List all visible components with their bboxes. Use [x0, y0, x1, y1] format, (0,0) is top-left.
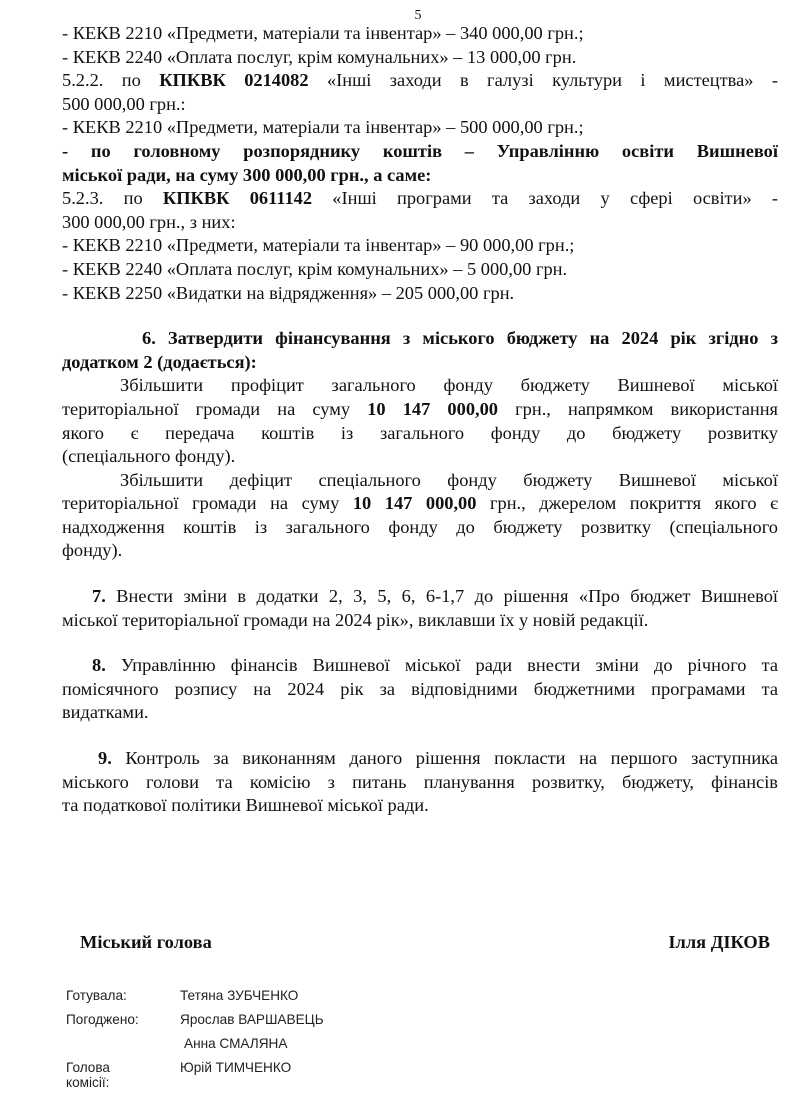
- approval-name: Тетяна ЗУБЧЕНКО: [180, 988, 299, 1003]
- program-line: 5.2.3. по КПКВК 0611142 «Інші програми та заходи у сфері освіти» -: [62, 188, 778, 209]
- paragraph-line: та податкової політики Вишневої міської ради.: [62, 795, 429, 816]
- budget-line: - КЕКВ 2210 «Предмети, матеріали та інвентар» – 90 000,00 грн.;: [62, 235, 575, 256]
- paragraph-line: якого є передача коштів із загального фонду до бюджету розвитку: [62, 422, 778, 443]
- paragraph-line: міської територіальної громади на 2024 рік», виклавши їх у новій редакції.: [62, 609, 649, 630]
- section-number: 8.: [92, 655, 106, 676]
- section-7: [62, 585, 778, 632]
- document-body: [62, 22, 778, 818]
- section-6-title: 6. Затвердити фінансування з міського бюджету на 2024 рік згідно з: [142, 328, 778, 349]
- amount: 10 147 000,00: [367, 398, 499, 419]
- paragraph-line: 7. Внести зміни в додатки 2, 3, 5, 6, 6-1,7 до рішення «Про бюджет Вишневої: [92, 586, 778, 607]
- paragraph-line: видатками.: [62, 702, 149, 723]
- amount: 10 147 000,00: [352, 493, 477, 514]
- program-line: 5.2.2. по КПКВК 0214082 «Інші заходи в галузі культури і мистецтва» -: [62, 70, 778, 91]
- paragraph-line: Збільшити дефіцит спеціального фонду бюджету Вишневої міської: [120, 469, 778, 490]
- approval-name: Юрій ТИМЧЕНКО: [180, 1060, 292, 1075]
- manager-heading: - по головному розпоряднику коштів – Управлінню освіти Вишневої: [62, 140, 778, 161]
- paragraph-line: Збільшити профіцит загального фонду бюджету Вишневої міської: [120, 375, 778, 396]
- budget-line: 500 000,00 грн.:: [62, 93, 186, 114]
- budget-line: - КЕКВ 2210 «Предмети, матеріали та інвентар» – 500 000,00 грн.;: [62, 117, 584, 138]
- paragraph-line: (спеціального фонду).: [62, 446, 236, 467]
- manager-heading: міської ради, на суму 300 000,00 грн., а саме:: [62, 164, 432, 185]
- section-5-continuation: [62, 22, 778, 305]
- budget-line: - КЕКВ 2210 «Предмети, матеріали та інвентар» – 340 000,00 грн.;: [62, 23, 584, 43]
- approval-label: Голова комісії:: [66, 1060, 110, 1090]
- paragraph-line: фонду).: [62, 540, 123, 561]
- paragraph-line: міського голови та комісію з питань планування розвитку, бюджету, фінансів: [62, 771, 778, 792]
- signatory-name: Ілля ДІКОВ: [668, 932, 770, 952]
- budget-line: 300 000,00 грн., з них:: [62, 211, 236, 232]
- section-6: [62, 327, 778, 563]
- approval-name: Анна СМАЛЯНА: [184, 1036, 288, 1051]
- paragraph-line: помісячного розпису на 2024 рік за відповідними бюджетними програмами та: [62, 678, 778, 699]
- paragraph-line: 9. Контроль за виконанням даного рішення покласти на першого заступника: [98, 748, 778, 769]
- paragraph-line: 8. Управлінню фінансів Вишневої міської ради внести зміни до річного та: [92, 655, 778, 676]
- budget-line: - КЕКВ 2250 «Видатки на відрядження» – 205 000,00 грн.: [62, 282, 515, 303]
- budget-line: - КЕКВ 2240 «Оплата послуг, крім комунальних» – 5 000,00 грн.: [62, 258, 568, 279]
- approval-label: Готувала:: [66, 988, 127, 1003]
- program-code: КПКВК 0611142: [162, 188, 313, 209]
- signatory-role: Міський голова: [80, 932, 212, 952]
- section-6-title: додатком 2 (додається):: [62, 351, 257, 372]
- approval-name: Ярослав ВАРШАВЕЦЬ: [180, 1012, 324, 1027]
- page-number: 5: [414, 8, 422, 23]
- budget-line: - КЕКВ 2240 «Оплата послуг, крім комунальних» – 13 000,00 грн.: [62, 46, 577, 67]
- paragraph-line: територіальної громади на суму 10 147 000,00 грн., джерелом покриття якого є: [62, 493, 778, 514]
- section-8: [62, 654, 778, 725]
- approval-label: Погоджено:: [66, 1012, 139, 1027]
- section-9: [62, 747, 778, 818]
- program-code: КПКВК 0214082: [159, 70, 309, 91]
- paragraph-line: територіальної громади на суму 10 147 000,00 грн., напрямком використання: [62, 398, 779, 419]
- section-number: 7.: [92, 586, 106, 607]
- paragraph-line: надходження коштів із загального фонду до бюджету розвитку (спеціального: [62, 516, 778, 537]
- section-number: 9.: [98, 748, 112, 769]
